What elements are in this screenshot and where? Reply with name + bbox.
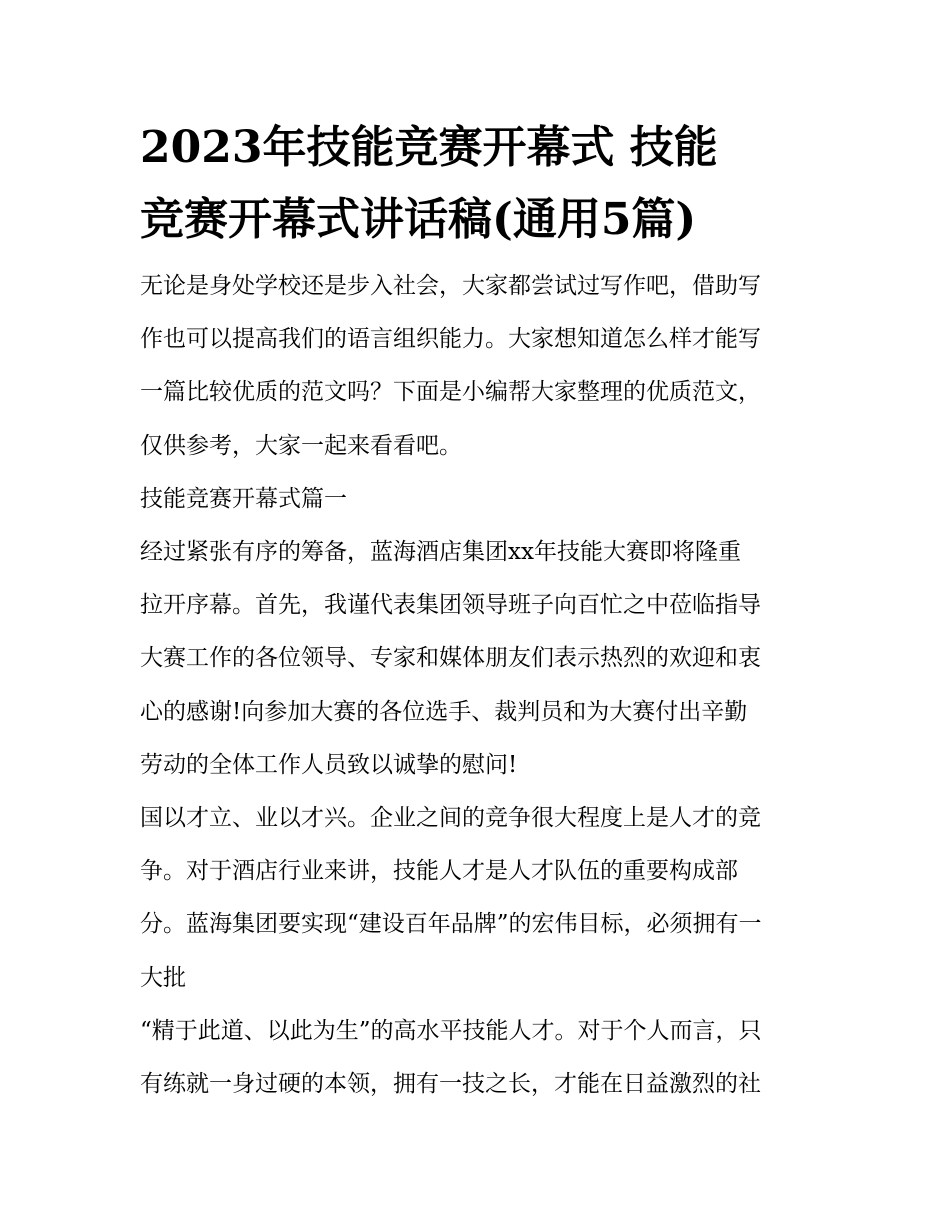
text-line: 仅供参考，大家一起来看看吧。 (140, 432, 462, 459)
document-title (140, 112, 830, 256)
paragraph-1 (140, 526, 830, 792)
text-line: 大赛工作的各位领导、专家和媒体朋友们表示热烈的欢迎和衷 (140, 645, 761, 672)
section-heading: 技能竞赛开幕式篇一 (140, 485, 347, 512)
title-line: 2023年技能竞赛开幕式 技能 (140, 122, 718, 173)
text-line: 作也可以提高我们的语言组织能力。大家想知道怎么样才能写 (140, 326, 761, 353)
paragraph-2 (140, 792, 830, 1005)
document-body (140, 260, 830, 1111)
text-line: 无论是身处学校还是步入社会，大家都尝试过写作吧，借助写 (140, 273, 761, 299)
text-line: 争。对于酒店行业来讲，技能人才是人才队伍的重要构成部 (140, 858, 738, 885)
text-line: 大批 (140, 964, 186, 991)
paragraph-3 (140, 1005, 830, 1111)
title-line: 竞赛开幕式讲话稿(通用5篇) (140, 194, 697, 245)
text-line: 拉开序幕。首先，我谨代表集团领导班子向百忙之中莅临指导 (140, 592, 761, 619)
text-line: 有练就一身过硬的本领，拥有一技之长，才能在日益激烈的社 (140, 1071, 761, 1098)
intro-paragraph (140, 260, 830, 473)
text-line: 劳动的全体工作人员致以诚挚的慰问! (140, 751, 518, 778)
text-line: 心的感谢!向参加大赛的各位选手、裁判员和为大赛付出辛勤 (140, 698, 748, 725)
text-line: 一篇比较优质的范文吗？下面是小编帮大家整理的优质范文， (140, 379, 761, 406)
text-line: 分。蓝海集团要实现“建设百年品牌”的宏伟目标，必须拥有一 (140, 911, 762, 938)
text-line: 国以才立、业以才兴。企业之间的竞争很大程度上是人才的竞 (140, 805, 761, 832)
text-line: 经过紧张有序的筹备，蓝海酒店集团xx年技能大赛即将隆重 (140, 539, 741, 566)
text-line: “精于此道、以此为生”的高水平技能人才。对于个人而言，只 (140, 1017, 762, 1044)
